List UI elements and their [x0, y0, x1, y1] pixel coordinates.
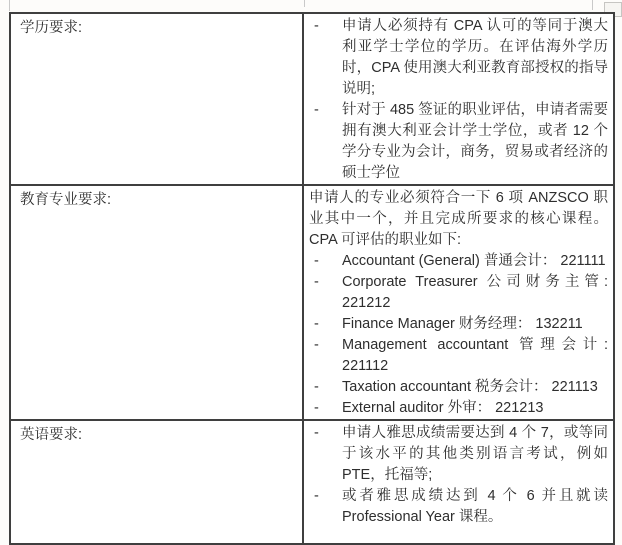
crop-artifact-tick — [9, 0, 10, 11]
list-item-text: Accountant (General) 普通会计： 221111 — [342, 253, 606, 269]
requirements-table — [9, 12, 615, 545]
list-item — [309, 423, 608, 486]
bullet-dash: - — [314, 274, 319, 290]
row-label: 学历要求: — [20, 20, 83, 36]
bullet-dash: - — [314, 253, 319, 269]
bullet-dash: - — [314, 102, 319, 118]
bullet-dash: - — [314, 316, 319, 332]
list-item-text: 申请人雅思成绩需要达到 4 个 7，或等同于该水平的其他类别语言考试，例如 PTE，托福等; — [342, 425, 608, 483]
row-content-cell — [303, 420, 614, 544]
row-label-cell — [10, 420, 303, 544]
bullet-dash: - — [314, 400, 319, 416]
list-item — [309, 486, 608, 528]
row-label-cell — [10, 185, 303, 420]
list-item — [309, 100, 608, 184]
table-row — [10, 185, 614, 420]
list-item-text: External auditor 外审： 221213 — [342, 400, 544, 416]
list-item-text: Finance Manager 财务经理： 132211 — [342, 316, 583, 332]
list-item — [309, 314, 608, 335]
row-content-cell — [303, 13, 614, 185]
bullet-dash: - — [314, 488, 319, 504]
list-item — [309, 335, 608, 377]
list-item-text: Management accountant 管理会计: 221112 — [342, 337, 608, 374]
table-row — [10, 13, 614, 185]
row-label: 教育专业要求: — [20, 192, 112, 208]
list-item-text: 申请人必须持有 CPA 认可的等同于澳大利亚学士学位的学历。在评估海外学历时，CPA 使用澳大利亚教育部授权的指导说明; — [342, 18, 608, 97]
bullet-dash: - — [314, 337, 319, 353]
list-item-text: 或者雅思成绩达到 4 个 6 并且就读 Professional Year 课程。 — [342, 488, 608, 525]
list-item-text: Taxation accountant 税务会计： 221113 — [342, 379, 598, 395]
crop-artifact-tick — [592, 0, 593, 10]
list-item-text: 针对于 485 签证的职业评估，申请者需要拥有澳大利亚会计学士学位，或者 12 个学分专业为会计，商务，贸易或者经济的硕士学位 — [342, 102, 608, 181]
list-item — [309, 251, 608, 272]
list-item — [309, 16, 608, 100]
bullet-dash: - — [314, 379, 319, 395]
list-item — [309, 272, 608, 314]
list-item — [309, 377, 608, 398]
bullet-dash: - — [314, 18, 319, 34]
crop-artifact-tick — [304, 0, 305, 7]
row-label-cell — [10, 13, 303, 185]
cell-paragraph: 申请人的专业必须符合一下 6 项 ANZSCO 职业其中一个，并且完成所要求的核心课程。CPA 可评估的职业如下: — [309, 190, 608, 248]
table-row — [10, 420, 614, 544]
bullet-dash: - — [314, 425, 319, 441]
row-content-cell — [303, 185, 614, 420]
list-item-text: Corporate Treasurer 公司财务主管: 221212 — [342, 274, 608, 311]
list-item — [309, 398, 608, 419]
row-label: 英语要求: — [20, 427, 83, 443]
